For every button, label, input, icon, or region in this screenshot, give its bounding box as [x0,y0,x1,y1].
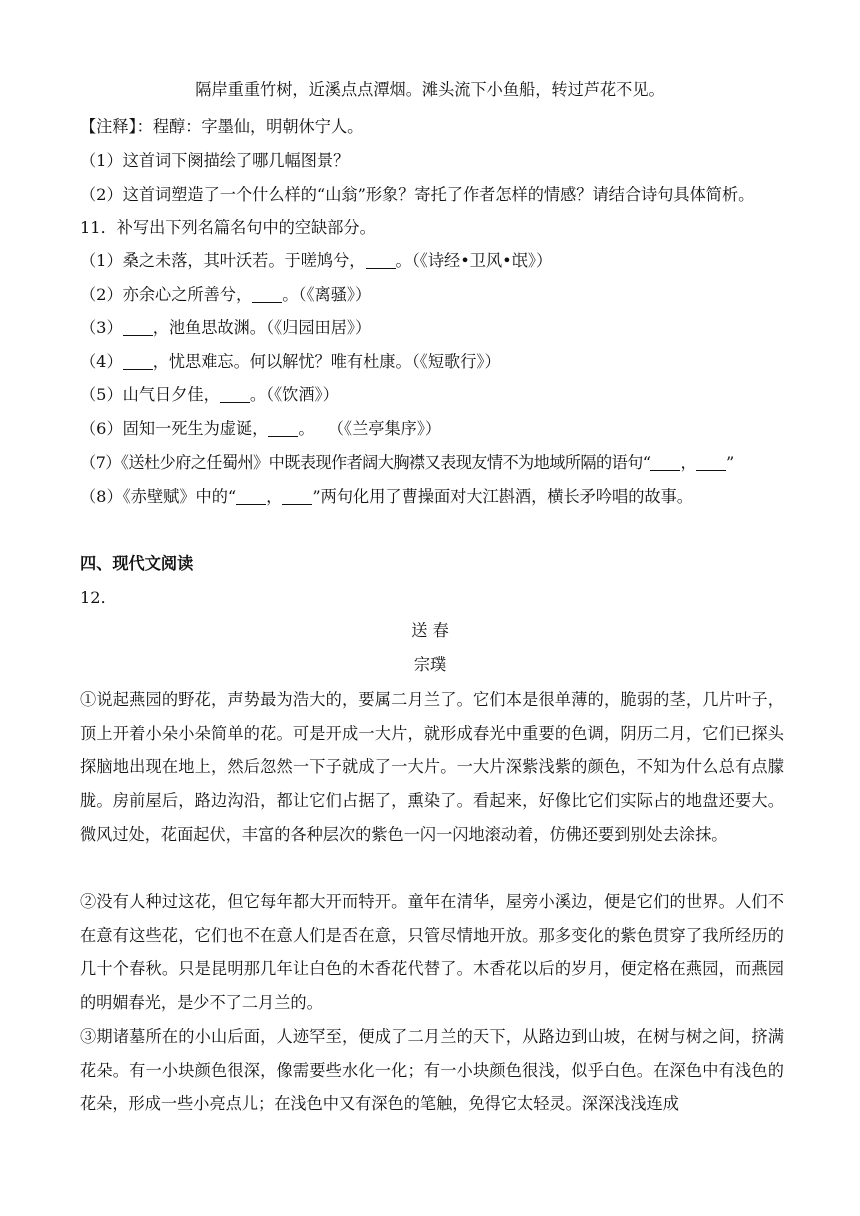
q11-item-source: 。 （《兰亭集序》） [298,419,442,438]
article-author: 宗璞 [413,655,447,674]
article-title: 送 春 [411,621,449,640]
section-heading: 四、现代文阅读 [80,554,194,573]
poem-last-line: 隔岸重重竹树，近溪点点潭烟。滩头流下小鱼船，转过芦花不见。 [195,80,665,99]
answer-blank[interactable] [123,319,153,336]
annotation-note: 【注释】：程醇：字墨仙，明朝休宁人。 [80,117,364,136]
article-paragraph-1: ①说起燕园的野花，声势最为浩大的，要属二月兰了。它们本是很单薄的，脆弱的茎，几片叶子，顶上开着小朵小朵简单的花。可是开成一大片，就形成春光中重要的色调，阴历二月，它们已探头探脑地出现在地上，然后忽然一下子就成了一大片。一大片深紫浅紫的颜色，不知为什么总有点朦胧。房前屋后，路边沟沿，都让它们占据了，熏染了。看起来，好像比它们实际占的地盘还要大。微风过处，花面起伏，丰富的各种层次的紫色一闪一闪地滚动着，仿佛还要到别处去涂抹。 [80,690,784,844]
answer-blank[interactable] [236,488,266,505]
q11-separator: ， [680,453,697,472]
answer-blank[interactable] [650,454,680,471]
question-11-title: 11．补写出下列名篇名句中的空缺部分。 [80,218,376,237]
q11-item-source: 。（《饮酒》） [249,385,339,404]
q11-item-7 [80,452,734,474]
q11-item-2 [80,284,371,306]
q11-item-8 [80,486,693,508]
q11-item-source: 。（《诗经•卫风•氓》） [395,251,553,270]
q11-closing-quote: ” [726,453,734,472]
q11-item-text: （5）山气日夕佳， [80,385,220,404]
question-12-number: 12． [80,588,117,607]
article-paragraph-3: ③期诸墓所在的小山后面，人迹罕至，便成了二月兰的天下，从路边到山坡，在树与树之间，挤满花朵。有一小块颜色很深，像需要些水化一化；有一小块颜色很浅，似乎白色。在深色中有浅色的花朵，形成一些小亮点儿；在浅色中又有深色的笔触，免得它太轻灵。深深浅浅连成 [80,1027,784,1114]
q11-item-text: （1）桑之未落，其叶沃若。于嗟鸠兮， [80,251,366,270]
question-10-1: （1）这首词下阕描绘了哪几幅图景？ [80,151,350,170]
q11-item-text: （2）亦余心之所善兮， [80,285,253,304]
q11-item-text: （6）固知一死生为虚诞， [80,419,269,438]
q11-item-text: （4） [80,352,123,371]
q11-item-text: （3） [80,318,123,337]
q11-item-3 [80,317,371,339]
answer-blank[interactable] [252,286,282,303]
q11-item-6 [80,418,441,440]
answer-blank[interactable] [366,252,396,269]
question-10-2: （2）这首词塑造了一个什么样的“山翁”形象？寄托了作者怎样的情感？请结合诗句具体简析。 [80,185,755,204]
q11-item-4 [80,351,501,373]
q11-separator: ， [266,487,283,506]
q11-item-source: 。（《离骚》） [282,285,372,304]
article-paragraph-2: ②没有人种过这花，但它每年都大开而特开。童年在清华，屋旁小溪边，便是它们的世界。人们不在意有这些花，它们也不在意人们是否在意，只管尽情地开放。那多变化的紫色贯穿了我所经历的几十个春秋。只是昆明那几年让白色的木香花代替了。木香花以后的岁月，便定格在燕园，而燕园的明媚春光，是少不了二月兰的。 [80,892,784,1013]
answer-blank[interactable] [268,420,298,437]
q11-item-5 [80,384,339,406]
q11-item-source: ，忧思难忘。何以解忧？唯有杜康。（《短歌行》） [152,352,501,371]
answer-blank[interactable] [123,353,153,370]
q11-item-source: ”两句化用了曹操面对大江斟酒，横长矛吟唱的故事。 [312,487,693,506]
q11-item-source: ，池鱼思故渊。（《归园田居》） [152,318,372,337]
answer-blank[interactable] [696,454,726,471]
q11-item-text: （8）《赤壁赋》中的“ [80,487,237,506]
q11-item-1 [80,250,552,272]
answer-blank[interactable] [220,386,250,403]
q11-item-text: （7）《送杜少府之任蜀州》中既表现作者阔大胸襟又表现友情不为地域所隔的语句“ [80,453,651,472]
answer-blank[interactable] [282,488,312,505]
